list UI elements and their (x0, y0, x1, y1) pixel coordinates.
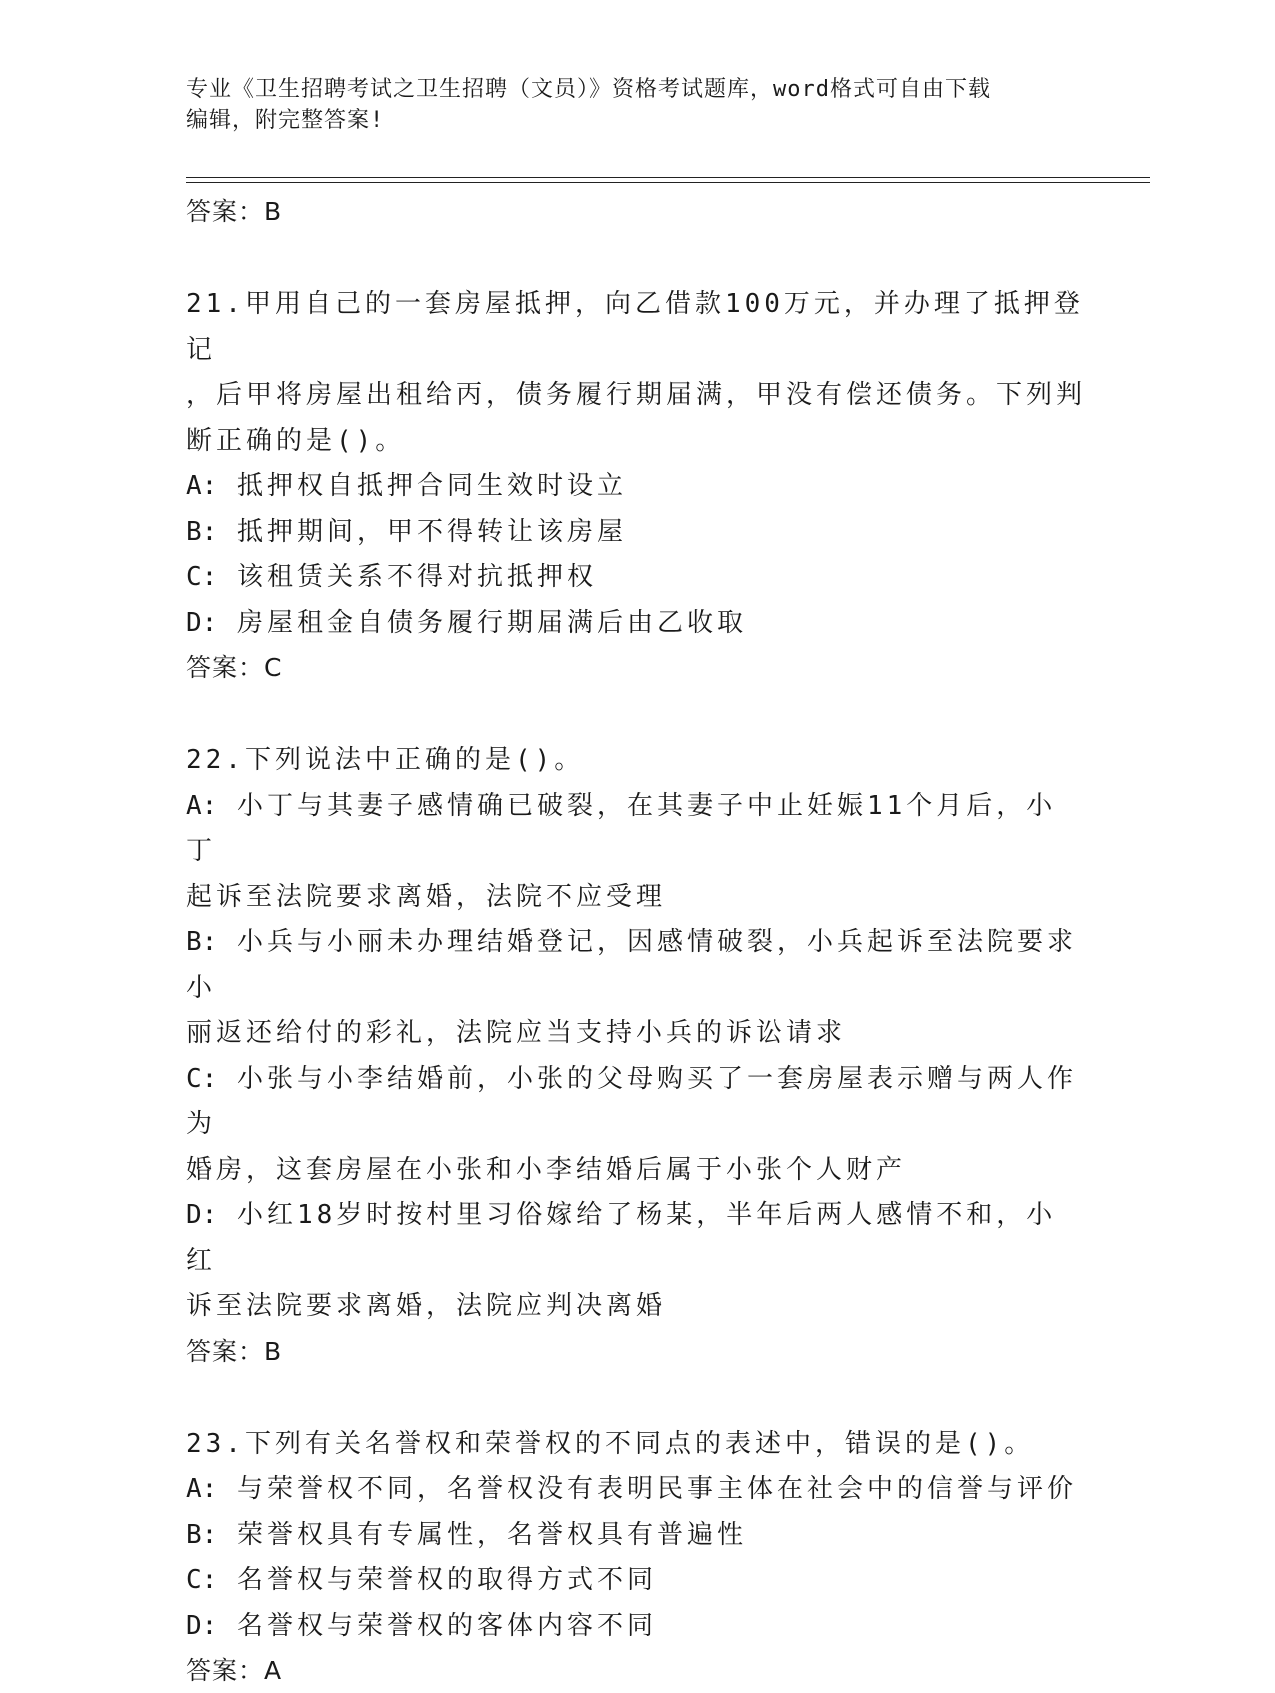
option-c: C: 名誉权与荣誉权的取得方式不同 (186, 1558, 1086, 1604)
option-a: A: 抵押权自抵押合同生效时设立 (186, 464, 1086, 510)
option-b: B: 小兵与小丽未办理结婚登记，因感情破裂，小兵起诉至法院要求小 (186, 920, 1086, 1011)
option-a-cont: 起诉至法院要求离婚，法院不应受理 (186, 875, 1086, 921)
option-b: B: 荣誉权具有专属性，名誉权具有普遍性 (186, 1513, 1086, 1559)
answer-22: 答案：B (186, 1330, 1086, 1374)
question-21 (186, 282, 1086, 690)
question-stem-line: 22.下列说法中正确的是()。 (186, 738, 1086, 784)
option-c: C: 小张与小李结婚前，小张的父母购买了一套房屋表示赠与两人作为 (186, 1057, 1086, 1148)
previous-answer: 答案：B (186, 190, 1086, 234)
question-23 (186, 1422, 1086, 1693)
question-stem-line: ，后甲将房屋出租给丙，债务履行期届满，甲没有偿还债务。下列判 (186, 373, 1086, 419)
header-divider-bottom (186, 182, 1150, 183)
answer-23: 答案：A (186, 1649, 1086, 1693)
header-line-2: 编辑，附完整答案! (186, 105, 1076, 136)
option-d: D: 房屋租金自债务履行期届满后由乙收取 (186, 601, 1086, 647)
question-stem-line: 断正确的是()。 (186, 419, 1086, 465)
option-c-cont: 婚房，这套房屋在小张和小李结婚后属于小张个人财产 (186, 1148, 1086, 1194)
option-d: D: 名誉权与荣誉权的客体内容不同 (186, 1604, 1086, 1650)
option-a: A: 与荣誉权不同，名誉权没有表明民事主体在社会中的信誉与评价 (186, 1467, 1086, 1513)
option-a: A: 小丁与其妻子感情确已破裂，在其妻子中止妊娠11个月后，小丁 (186, 784, 1086, 875)
option-b-cont: 丽返还给付的彩礼，法院应当支持小兵的诉讼请求 (186, 1011, 1086, 1057)
question-stem-line: 23.下列有关名誉权和荣誉权的不同点的表述中，错误的是()。 (186, 1422, 1086, 1468)
header-divider-top (186, 177, 1150, 178)
answer-21: 答案：C (186, 646, 1086, 690)
question-stem-line: 21.甲用自己的一套房屋抵押，向乙借款100万元，并办理了抵押登记 (186, 282, 1086, 373)
header-line-1: 专业《卫生招聘考试之卫生招聘（文员）》资格考试题库，word格式可自由下载 (186, 74, 1076, 105)
option-d: D: 小红18岁时按村里习俗嫁给了杨某，半年后两人感情不和，小红 (186, 1193, 1086, 1284)
document-header (186, 74, 1076, 136)
question-22 (186, 738, 1086, 1374)
question-list (186, 190, 1086, 1693)
option-d-cont: 诉至法院要求离婚，法院应判决离婚 (186, 1284, 1086, 1330)
option-c: C: 该租赁关系不得对抗抵押权 (186, 555, 1086, 601)
option-b: B: 抵押期间，甲不得转让该房屋 (186, 510, 1086, 556)
